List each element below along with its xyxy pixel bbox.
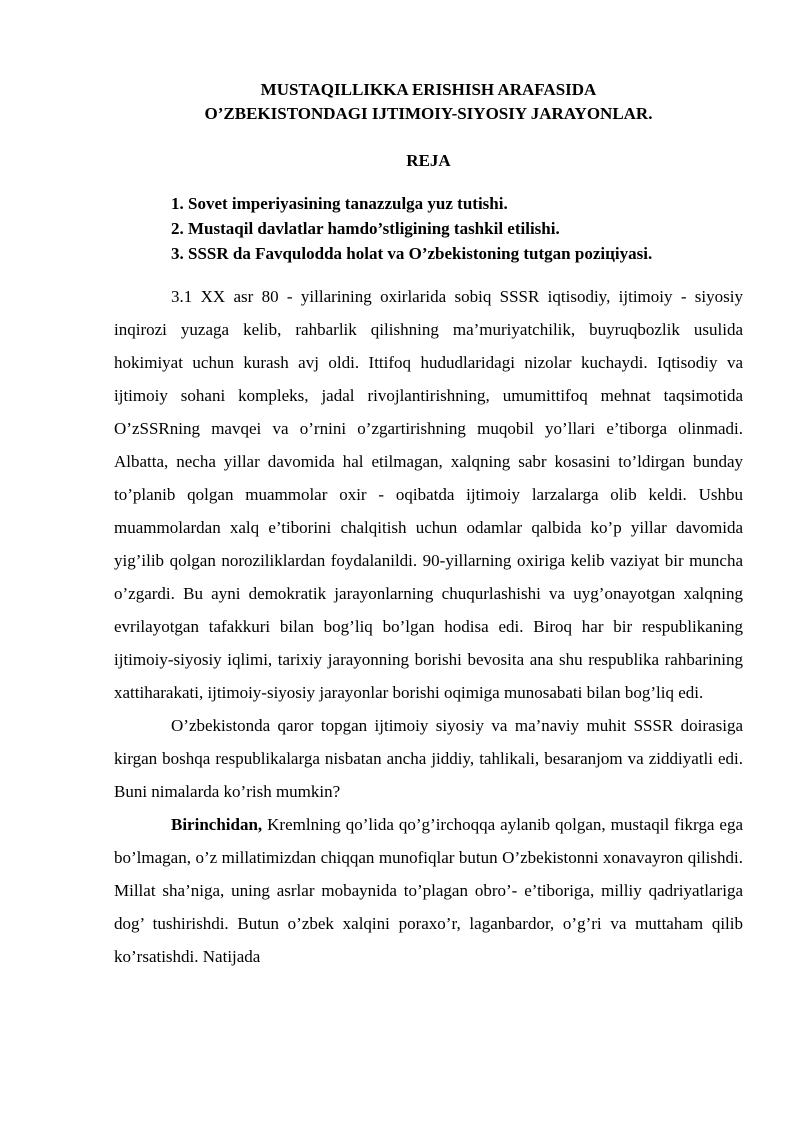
plan-item-2: 2. Mustaqil davlatlar hamdo’stligining tashkil etilishi. — [171, 219, 560, 238]
title-line-1: MUSTAQILLIKKA ERISHISH ARAFASIDA — [260, 80, 597, 99]
plan-heading: REJA — [406, 151, 451, 170]
title-line-2: O’ZBEKISTONDAGI IJTIMOIY-SIYOSIY JARAYONLAR. — [204, 104, 653, 123]
paragraph-lead: Birinchidan, — [171, 815, 263, 834]
paragraph-text: Kremlning qo’lida qo’g’irchoqqa aylanib qolgan, mustaqil fikrga ega bo’lmagan, o’z millatimizdan chiqqan munofiqlar butun O’zbekistonni xonavayron qilishdi. Millat sha’niga, uning asrlar mobaynida to’plagan obro’- e’tiboriga, milliy qadriyatlariga dog’ tushirishdi. Butun o’zbek xalqini poraxo’r, laganbardor, o’g’ri va muttaham qilib ko’rsatishdi. Natijada — [114, 815, 743, 966]
body-paragraph-3 — [114, 808, 743, 973]
plan-item-1: 1. Sovet imperiyasining tanazzulga yuz tutishi. — [171, 194, 508, 213]
body-paragraph-2 — [114, 709, 743, 808]
document-title — [114, 78, 743, 126]
body-paragraph-1 — [114, 280, 743, 709]
plan-item-3: 3. SSSR da Favqulodda holat va O’zbekistoning tutgan poziцiyasi. — [171, 244, 653, 263]
paragraph-text: O’zbekistonda qaror topgan ijtimoiy siyosiy va ma’naviy muhit SSSR doirasiga kirgan boshqa respublikalarga nisbatan ancha jiddiy, tahlikali, besaranjom va ziddiyatli edi. Buni nimalarda ko’rish mumkin? — [114, 716, 743, 801]
plan-list — [114, 191, 743, 266]
paragraph-text: 3.1 XX asr 80 - yillarining oxirlarida sobiq SSSR iqtisodiy, ijtimoiy - siyosiy inqirozi yuzaga kelib, rahbarlik qilishning ma’muriyatchilik, buyruqbozlik usulida hokimiyat uchun kurash avj oldi. Ittifoq hududlaridagi nizolar kuchaydi. Iqtisodiy va ijtimoiy sohani kompleks, jadal rivojlantirishning, umumittifoq mehnat taqsimotida O’zSSRning mavqei va o’rnini o’zgartirishning muqobil yo’llari e’tiborga olinmadi. Albatta, necha yillar davomida hal etilmagan, xalqning sabr kosasini to’ldirgan bunday to’planib qolgan muammolar oxir - oqibatda ijtimoiy larzalarga olib keldi. Ushbu muammolardan xalq e’tiborini chalqitish uchun odamlar qalbida ko’p yillar davomida yig’ilib qolgan noroziliklardan foydalanildi. 90-yillarning oxiriga kelib vaziyat bir muncha o’zgardi. Bu ayni demokratik jarayonlarning chuqurlashishi va uyg’onayotgan xalqning evrilayotgan tafakkuri bilan bog’liq bo’lgan hodisa edi. Biroq har bir respublikaning ijtimoiy-siyosiy iqlimi, tarixiy jarayonning borishi bevosita ana shu respublika rahbarining xattiharakati, ijtimoiy-siyosiy jarayonlar borishi oqimiga munosabati bilan bog’liq edi. — [114, 287, 743, 702]
